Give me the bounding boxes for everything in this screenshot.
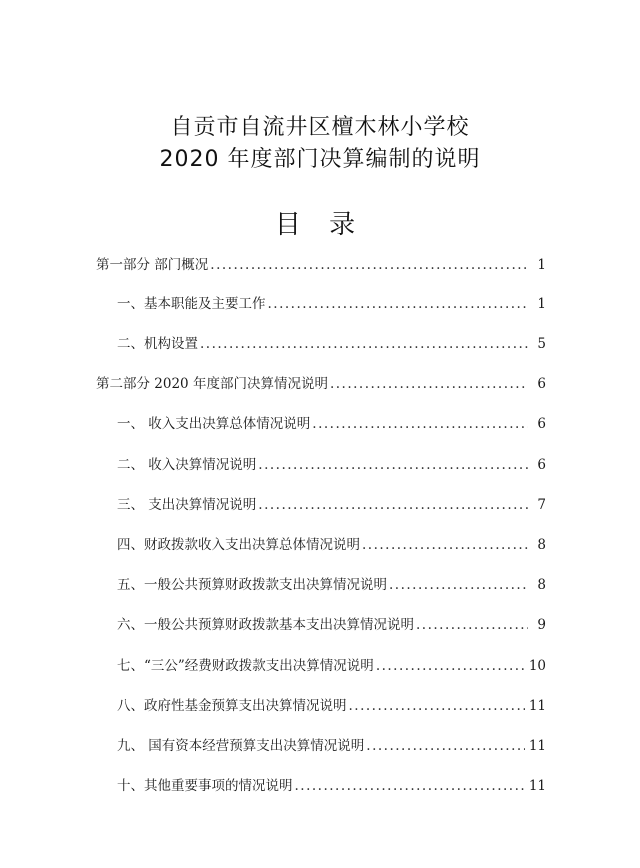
toc-entry[interactable] — [117, 332, 546, 352]
toc-entry[interactable] — [117, 694, 546, 714]
toc-entry[interactable] — [117, 533, 546, 553]
toc-entry-label: 十、其他重要事项的情况说明 — [117, 778, 293, 794]
toc-entry-label: 七、“三公”经费财政拨款支出决算情况说明 — [117, 658, 374, 674]
toc-entry[interactable] — [117, 654, 546, 674]
toc-entry-label: 第二部分 2020 年度部门决算情况说明 — [96, 376, 328, 392]
toc-entry-page: 11 — [528, 698, 546, 714]
toc-entry-page: 10 — [528, 658, 546, 674]
toc-dot-leader — [349, 698, 525, 714]
toc-dot-leader — [312, 416, 528, 432]
toc-entry-label: 三、 支出决算情况说明 — [117, 497, 257, 513]
toc-entry-page: 11 — [528, 738, 546, 754]
toc-dot-leader — [258, 457, 528, 473]
toc-entry[interactable] — [96, 253, 546, 273]
toc-dot-leader — [416, 617, 528, 633]
toc-entry-page: 11 — [528, 778, 546, 794]
toc-entry-label: 二、机构设置 — [117, 336, 198, 352]
toc-entry-label: 第一部分 部门概况 — [96, 257, 209, 273]
toc-dot-leader — [362, 537, 528, 553]
toc-entry-page: 7 — [537, 497, 546, 513]
toc-entry[interactable] — [117, 573, 546, 593]
toc-entry-label: 四、财政拨款收入支出决算总体情况说明 — [117, 537, 360, 553]
toc-entry-page: 9 — [537, 617, 546, 633]
toc-entry[interactable] — [117, 734, 546, 754]
toc-dot-leader — [200, 336, 528, 352]
toc-entry-label: 九、 国有资本经营预算支出决算情况说明 — [117, 738, 365, 754]
toc-entry-page: 6 — [537, 416, 546, 432]
toc-entry[interactable] — [117, 292, 546, 312]
toc-entry-page: 1 — [537, 257, 546, 273]
toc-entry[interactable] — [117, 493, 546, 513]
toc-entry[interactable] — [117, 453, 546, 473]
toc-dot-leader — [210, 257, 528, 273]
document-title-line-2: 2020 年度部门决算编制的说明 — [159, 147, 481, 172]
toc-dot-leader — [389, 577, 528, 593]
toc-entry-page: 6 — [537, 457, 546, 473]
toc-entry[interactable] — [117, 613, 546, 633]
toc-entry-label: 一、 收入支出决算总体情况说明 — [117, 416, 311, 432]
toc-entry-label: 五、一般公共预算财政拨款支出决算情况说明 — [117, 577, 387, 593]
toc-entry-label: 八、政府性基金预算支出决算情况说明 — [117, 698, 347, 714]
toc-dot-leader — [295, 778, 525, 794]
toc-entry[interactable] — [117, 412, 546, 432]
toc-entry-page: 8 — [537, 537, 546, 553]
toc-entry-label: 二、 收入决算情况说明 — [117, 457, 257, 473]
toc-entry[interactable] — [117, 774, 546, 794]
toc-entry-page: 5 — [537, 336, 546, 352]
toc-dot-leader — [376, 658, 525, 674]
toc-entry-page: 1 — [537, 296, 546, 312]
document-title-line-1: 自贡市自流井区檀木林小学校 — [170, 115, 470, 140]
toc-dot-leader — [366, 738, 525, 754]
toc-dot-leader — [258, 497, 528, 513]
toc-entry[interactable] — [96, 372, 546, 392]
toc-entry-page: 6 — [537, 376, 546, 392]
toc-entry-page: 8 — [537, 577, 546, 593]
toc-dot-leader — [330, 376, 528, 392]
toc-heading: 目 录 — [274, 210, 366, 240]
toc-entry-label: 一、基本职能及主要工作 — [117, 296, 266, 312]
toc-entry-label: 六、一般公共预算财政拨款基本支出决算情况说明 — [117, 617, 414, 633]
toc-dot-leader — [268, 296, 529, 312]
